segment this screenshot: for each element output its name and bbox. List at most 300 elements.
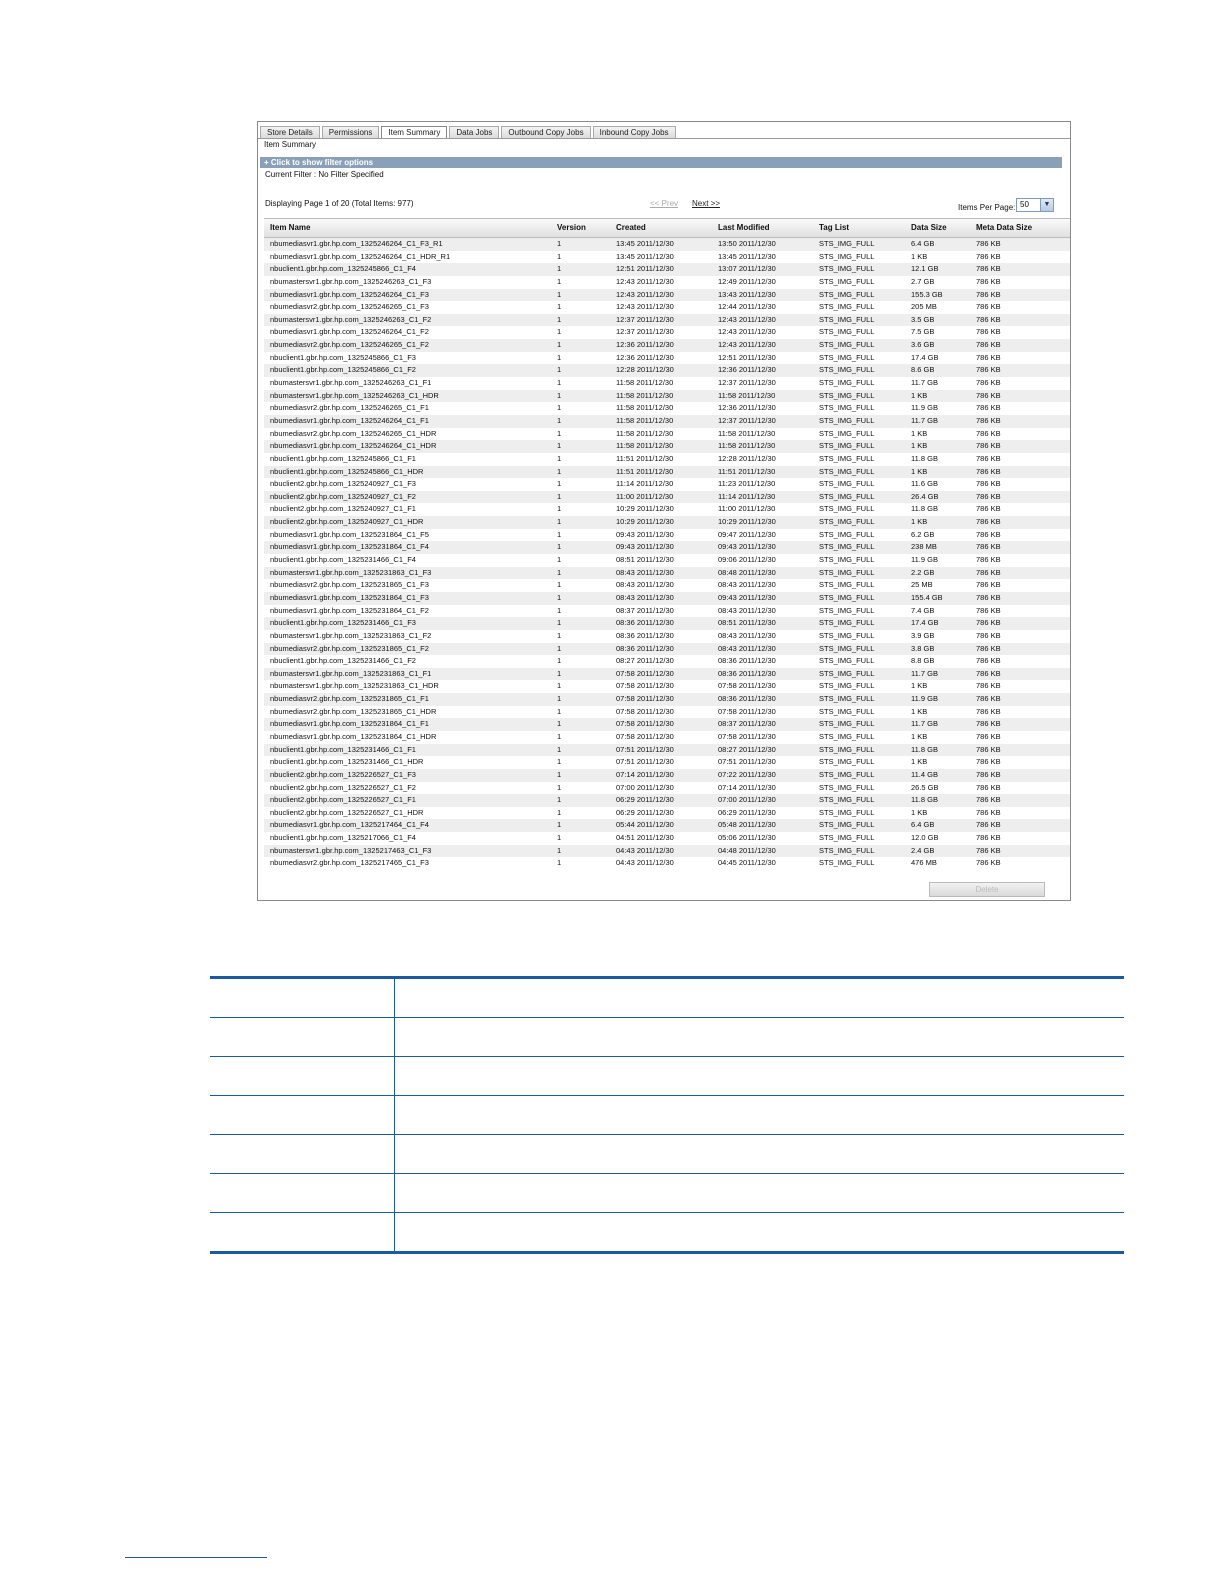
table-cell: 786 KB <box>976 630 1001 640</box>
table-cell: 1 <box>557 314 562 324</box>
chevron-down-icon[interactable]: ▼ <box>1040 199 1053 211</box>
table-row[interactable] <box>264 491 1070 504</box>
table-row <box>210 978 1124 1018</box>
table-cell: 1 <box>557 731 562 741</box>
table-row <box>210 1213 1124 1253</box>
table-cell: 12:36 2011/12/30 <box>616 352 674 362</box>
table-cell: 786 KB <box>976 390 1001 400</box>
delete-button[interactable]: Delete <box>929 882 1045 897</box>
table-cell: 1 <box>557 289 562 299</box>
table-cell: 11.8 GB <box>911 504 938 514</box>
table-cell: 11.7 GB <box>911 378 938 388</box>
table-row[interactable] <box>264 668 1070 681</box>
table-cell: 1 <box>557 276 562 286</box>
table-row[interactable] <box>264 402 1070 415</box>
table-row[interactable] <box>264 415 1070 428</box>
table-cell: 12:37 2011/12/30 <box>616 314 674 324</box>
table-cell: 1 <box>557 352 562 362</box>
table-cell: 05:48 2011/12/30 <box>718 820 776 830</box>
table-cell: nbumediasvr1.gbr.hp.com_1325246264_C1_HDR <box>270 441 437 451</box>
table-cell: 08:27 2011/12/30 <box>718 744 776 754</box>
table-cell: 13:07 2011/12/30 <box>718 264 776 274</box>
table-cell: 12:43 2011/12/30 <box>718 340 776 350</box>
table-cell: 3.9 GB <box>911 630 935 640</box>
table-cell: 08:36 2011/12/30 <box>718 668 776 678</box>
tab-data-jobs[interactable]: Data Jobs <box>449 126 499 138</box>
table-row[interactable] <box>264 289 1070 302</box>
table-cell: STS_IMG_FULL <box>819 491 875 501</box>
table-cell: nbumediasvr2.gbr.hp.com_1325231865_C1_F2 <box>270 643 429 653</box>
table-cell: 11:58 2011/12/30 <box>616 378 674 388</box>
table-cell: 08:43 2011/12/30 <box>718 630 776 640</box>
table-cell: 11:51 2011/12/30 <box>616 466 674 476</box>
table-row[interactable] <box>264 605 1070 618</box>
table-cell: nbumastersvr1.gbr.hp.com_1325246263_C1_F3 <box>270 276 432 286</box>
column-header[interactable]: Created <box>616 223 646 232</box>
table-cell: STS_IMG_FULL <box>819 441 875 451</box>
table-cell: 08:36 2011/12/30 <box>616 630 674 640</box>
table-cell: 1 <box>557 605 562 615</box>
table-cell: 11.8 GB <box>911 453 938 463</box>
table-cell: 11:58 2011/12/30 <box>616 415 674 425</box>
table-cell: 1 <box>557 656 562 666</box>
table-row[interactable] <box>264 617 1070 630</box>
table-row[interactable] <box>264 541 1070 554</box>
table-cell: 786 KB <box>976 428 1001 438</box>
table-cell: 11:58 2011/12/30 <box>616 403 674 413</box>
table-cell: 1 <box>557 504 562 514</box>
table-cell: nbuclient2.gbr.hp.com_1325226527_C1_F2 <box>270 782 416 792</box>
tab-item-summary[interactable]: Item Summary <box>381 126 447 138</box>
table-cell: nbumediasvr2.gbr.hp.com_1325246265_C1_HDR <box>270 428 437 438</box>
table-cell: 1 <box>557 782 562 792</box>
table-cell: 08:43 2011/12/30 <box>718 643 776 653</box>
table-cell: nbumediasvr1.gbr.hp.com_1325246264_C1_F3 <box>270 289 429 299</box>
table-cell: 10:29 2011/12/30 <box>718 517 776 527</box>
table-cell: 3.5 GB <box>911 314 935 324</box>
table-cell: 3.6 GB <box>911 340 935 350</box>
table-row[interactable] <box>264 819 1070 832</box>
table-cell: 786 KB <box>976 251 1001 261</box>
table-cell: 04:43 2011/12/30 <box>616 845 674 855</box>
table-cell: 12:37 2011/12/30 <box>718 378 776 388</box>
table-cell: nbumediasvr1.gbr.hp.com_1325231864_C1_F5 <box>270 529 429 539</box>
table-cell: 1 KB <box>911 390 928 400</box>
table-cell: STS_IMG_FULL <box>819 302 875 312</box>
table-cell: 08:37 2011/12/30 <box>616 605 674 615</box>
table-row <box>210 1174 1124 1213</box>
table-cell: 786 KB <box>976 706 1001 716</box>
table-cell: 11:58 2011/12/30 <box>718 441 776 451</box>
table-cell: 1 <box>557 769 562 779</box>
table-row[interactable] <box>264 680 1070 693</box>
table-cell: nbuclient2.gbr.hp.com_1325240927_C1_HDR <box>270 517 424 527</box>
table-cell: 1 <box>557 517 562 527</box>
store-item-summary-screenshot <box>257 121 1071 901</box>
table-cell: 07:00 2011/12/30 <box>616 782 674 792</box>
table-cell: STS_IMG_FULL <box>819 820 875 830</box>
section-title: Item Summary <box>264 140 317 149</box>
table-cell: 786 KB <box>976 340 1001 350</box>
table-cell: 238 MB <box>911 542 937 552</box>
table-row[interactable] <box>264 554 1070 567</box>
table-cell: nbuclient1.gbr.hp.com_1325245866_C1_F3 <box>270 352 416 362</box>
table-cell: 10:29 2011/12/30 <box>616 504 674 514</box>
table-cell: nbuclient2.gbr.hp.com_1325240927_C1_F1 <box>270 504 416 514</box>
table-cell: 11.9 GB <box>911 694 938 704</box>
table-cell: 12:37 2011/12/30 <box>616 327 674 337</box>
table-cell: STS_IMG_FULL <box>819 694 875 704</box>
table-row[interactable] <box>264 782 1070 795</box>
table-cell: 11.9 GB <box>911 555 938 565</box>
table-cell: 786 KB <box>976 479 1001 489</box>
table-cell: 1 <box>557 807 562 817</box>
table-row[interactable] <box>264 693 1070 706</box>
table-cell: 1 KB <box>911 731 928 741</box>
table-row[interactable] <box>264 845 1070 858</box>
table-cell: 786 KB <box>976 504 1001 514</box>
prev-page-link[interactable]: << Prev <box>650 199 679 208</box>
table-row[interactable] <box>264 807 1070 820</box>
table-cell: STS_IMG_FULL <box>819 681 875 691</box>
table-row[interactable] <box>264 567 1070 580</box>
table-cell: 10:29 2011/12/30 <box>616 517 674 527</box>
table-row[interactable] <box>264 326 1070 339</box>
table-cell: 786 KB <box>976 542 1001 552</box>
table-cell: 12:51 2011/12/30 <box>616 264 674 274</box>
table-row[interactable] <box>264 276 1070 289</box>
table-cell: STS_IMG_FULL <box>819 643 875 653</box>
column-header[interactable]: Item Name <box>270 223 311 232</box>
table-cell: STS_IMG_FULL <box>819 769 875 779</box>
table-cell: 786 KB <box>976 668 1001 678</box>
table-cell: 08:36 2011/12/30 <box>616 618 674 628</box>
table-row[interactable] <box>264 478 1070 491</box>
table-cell: 1 <box>557 251 562 261</box>
table-row[interactable] <box>264 630 1070 643</box>
table-cell: 08:51 2011/12/30 <box>616 555 674 565</box>
table-cell: 09:06 2011/12/30 <box>718 555 776 565</box>
table-cell: nbumediasvr1.gbr.hp.com_1325231864_C1_F3 <box>270 592 429 602</box>
items-table <box>264 218 1070 870</box>
table-cell: nbuclient2.gbr.hp.com_1325226527_C1_F3 <box>270 769 416 779</box>
table-cell: 786 KB <box>976 605 1001 615</box>
table-cell: STS_IMG_FULL <box>819 327 875 337</box>
table-cell: STS_IMG_FULL <box>819 289 875 299</box>
table-cell: 3.8 GB <box>911 643 935 653</box>
table-cell: 04:43 2011/12/30 <box>616 858 674 868</box>
table-row[interactable] <box>264 238 1070 251</box>
table-cell: 11.9 GB <box>911 403 938 413</box>
table-cell: 12.1 GB <box>911 264 939 274</box>
table-cell: 12:28 2011/12/30 <box>616 365 674 375</box>
table-cell: 12:37 2011/12/30 <box>718 415 776 425</box>
table-cell: STS_IMG_FULL <box>819 542 875 552</box>
table-cell: 1 <box>557 795 562 805</box>
table-row[interactable] <box>264 857 1070 870</box>
table-cell: 07:58 2011/12/30 <box>616 694 674 704</box>
table-row[interactable] <box>264 769 1070 782</box>
table-cell: 12:43 2011/12/30 <box>616 302 674 312</box>
table-cell: 786 KB <box>976 466 1001 476</box>
table-cell: nbumastersvr1.gbr.hp.com_1325246263_C1_HDR <box>270 390 439 400</box>
table-cell: 786 KB <box>976 302 1001 312</box>
table-cell: nbuclient1.gbr.hp.com_1325245866_C1_HDR <box>270 466 424 476</box>
table-cell: 786 KB <box>976 567 1001 577</box>
table-cell: 12:36 2011/12/30 <box>718 365 776 375</box>
table-cell: 786 KB <box>976 694 1001 704</box>
table-cell: nbuclient1.gbr.hp.com_1325231466_C1_F4 <box>270 555 416 565</box>
table-cell: 11:14 2011/12/30 <box>616 479 674 489</box>
table-cell: 11.7 GB <box>911 719 938 729</box>
table-cell: STS_IMG_FULL <box>819 403 875 413</box>
table-cell: 786 KB <box>976 731 1001 741</box>
table-cell: 11:58 2011/12/30 <box>616 428 674 438</box>
filter-toggle-bar[interactable]: + Click to show filter options <box>260 157 1062 168</box>
table-cell: 09:47 2011/12/30 <box>718 529 776 539</box>
table-cell: 08:43 2011/12/30 <box>718 605 776 615</box>
table-row[interactable] <box>264 390 1070 403</box>
items-per-page-select[interactable] <box>1016 198 1054 212</box>
table-row[interactable] <box>264 592 1070 605</box>
column-header[interactable]: Tag List <box>819 223 850 232</box>
table-row[interactable] <box>264 706 1070 719</box>
table-cell: nbuclient1.gbr.hp.com_1325245866_C1_F2 <box>270 365 416 375</box>
table-cell: 11.7 GB <box>911 415 938 425</box>
table-cell: 07:58 2011/12/30 <box>718 731 776 741</box>
table-row[interactable] <box>264 428 1070 441</box>
table-cell: 786 KB <box>976 264 1001 274</box>
table-cell: 1 KB <box>911 466 928 476</box>
table-cell: 786 KB <box>976 378 1001 388</box>
table-cell: STS_IMG_FULL <box>819 744 875 754</box>
table-cell: 205 MB <box>911 302 937 312</box>
table-cell: 1 <box>557 592 562 602</box>
table-cell: 786 KB <box>976 415 1001 425</box>
table-cell: 08:43 2011/12/30 <box>616 592 674 602</box>
table-cell: 11.6 GB <box>911 479 938 489</box>
table-cell: 07:14 2011/12/30 <box>718 782 776 792</box>
table-cell: 12:44 2011/12/30 <box>718 302 776 312</box>
table-cell: 07:00 2011/12/30 <box>718 795 776 805</box>
column-header[interactable]: Meta Data Size <box>976 223 1033 232</box>
tab-inbound-copy-jobs[interactable]: Inbound Copy Jobs <box>593 126 676 138</box>
table-row[interactable] <box>264 718 1070 731</box>
table-cell: 05:06 2011/12/30 <box>718 833 776 843</box>
table-cell: 786 KB <box>976 453 1001 463</box>
table-cell: 786 KB <box>976 643 1001 653</box>
column-header[interactable]: Last Modified <box>718 223 770 232</box>
table-cell: nbumediasvr1.gbr.hp.com_1325231864_C1_F1 <box>270 719 429 729</box>
table-cell: STS_IMG_FULL <box>819 428 875 438</box>
table-cell: nbuclient1.gbr.hp.com_1325217066_C1_F4 <box>270 833 416 843</box>
table-cell: nbumediasvr2.gbr.hp.com_1325246265_C1_F1 <box>270 403 429 413</box>
table-row[interactable] <box>264 655 1070 668</box>
table-cell: 6.4 GB <box>911 820 935 830</box>
table-row[interactable] <box>264 731 1070 744</box>
table-cell: 1 <box>557 845 562 855</box>
table-cell: STS_IMG_FULL <box>819 845 875 855</box>
table-row <box>210 1135 1124 1174</box>
column-header[interactable]: Version <box>557 223 586 232</box>
table-row[interactable] <box>264 832 1070 845</box>
table-cell: 11:58 2011/12/30 <box>616 441 674 451</box>
table-cell: 786 KB <box>976 352 1001 362</box>
table-cell: 07:51 2011/12/30 <box>616 744 674 754</box>
table-cell: STS_IMG_FULL <box>819 757 875 767</box>
table-cell: 786 KB <box>976 491 1001 501</box>
table-cell: STS_IMG_FULL <box>819 618 875 628</box>
table-cell: 786 KB <box>976 858 1001 868</box>
table-cell: 09:43 2011/12/30 <box>616 542 674 552</box>
table-cell: 6.4 GB <box>911 239 935 248</box>
table-row[interactable] <box>264 579 1070 592</box>
next-page-link[interactable]: Next >> <box>692 199 721 208</box>
table-cell: STS_IMG_FULL <box>819 833 875 843</box>
table-cell: 1 <box>557 618 562 628</box>
table-row[interactable] <box>264 314 1070 327</box>
table-cell: 1 <box>557 567 562 577</box>
table-cell: 07:58 2011/12/30 <box>718 681 776 691</box>
table-cell: 12:36 2011/12/30 <box>718 403 776 413</box>
table-cell: 786 KB <box>976 403 1001 413</box>
table-row[interactable] <box>264 453 1070 466</box>
table-row[interactable] <box>264 744 1070 757</box>
table-cell: STS_IMG_FULL <box>819 529 875 539</box>
table-cell: 06:29 2011/12/30 <box>616 795 674 805</box>
table-cell: 11:51 2011/12/30 <box>718 466 776 476</box>
table-cell: STS_IMG_FULL <box>819 668 875 678</box>
tab-outbound-copy-jobs[interactable]: Outbound Copy Jobs <box>501 126 590 138</box>
table-row[interactable] <box>264 516 1070 529</box>
table-cell: 1 <box>557 365 562 375</box>
table-cell: STS_IMG_FULL <box>819 264 875 274</box>
table-cell: 17.4 GB <box>911 352 939 362</box>
table-cell: 04:51 2011/12/30 <box>616 833 674 843</box>
table-row[interactable] <box>264 529 1070 542</box>
table-cell: 07:58 2011/12/30 <box>616 668 674 678</box>
table-cell: 1 <box>557 694 562 704</box>
table-cell: 1 KB <box>911 441 928 451</box>
table-cell: 1 <box>557 264 562 274</box>
table-cell: 1 <box>557 403 562 413</box>
table-cell: 09:43 2011/12/30 <box>718 592 776 602</box>
table-cell: 1 <box>557 529 562 539</box>
table-cell: STS_IMG_FULL <box>819 517 875 527</box>
table-cell: 11.4 GB <box>911 769 938 779</box>
table-cell: nbuclient2.gbr.hp.com_1325240927_C1_F3 <box>270 479 416 489</box>
table-row[interactable] <box>264 440 1070 453</box>
table-row[interactable] <box>264 503 1070 516</box>
table-cell: 476 MB <box>911 858 937 868</box>
table-cell: 04:45 2011/12/30 <box>718 858 776 868</box>
table-body <box>264 238 1070 870</box>
table-cell: nbuclient2.gbr.hp.com_1325240927_C1_F2 <box>270 491 416 501</box>
table-cell: 1 <box>557 555 562 565</box>
table-cell: 1 <box>557 668 562 678</box>
table-cell: STS_IMG_FULL <box>819 555 875 565</box>
table-cell: 1 KB <box>911 517 928 527</box>
table-cell: 04:48 2011/12/30 <box>718 845 776 855</box>
table-cell: STS_IMG_FULL <box>819 504 875 514</box>
table-cell: 786 KB <box>976 618 1001 628</box>
table-cell: nbuclient2.gbr.hp.com_1325226527_C1_F1 <box>270 795 416 805</box>
table-cell: 1 <box>557 340 562 350</box>
table-cell: 1 <box>557 378 562 388</box>
table-cell: nbumediasvr2.gbr.hp.com_1325217465_C1_F3 <box>270 858 429 868</box>
table-row[interactable] <box>264 352 1070 365</box>
table-cell: 11:14 2011/12/30 <box>718 491 776 501</box>
table-cell: 155.3 GB <box>911 289 943 299</box>
table-cell: 11.8 GB <box>911 795 938 805</box>
table-cell: STS_IMG_FULL <box>819 415 875 425</box>
tab-store-details[interactable]: Store Details <box>260 126 320 138</box>
table-cell: nbuclient2.gbr.hp.com_1325226527_C1_HDR <box>270 807 424 817</box>
table-cell: 11:00 2011/12/30 <box>718 504 776 514</box>
table-cell: 1 <box>557 239 562 248</box>
table-cell: nbuclient1.gbr.hp.com_1325231466_C1_HDR <box>270 757 424 767</box>
table-cell: 1 KB <box>911 251 928 261</box>
table-row[interactable] <box>264 339 1070 352</box>
tab-bar <box>260 126 678 138</box>
table-row[interactable] <box>264 466 1070 479</box>
table-row[interactable] <box>264 377 1070 390</box>
table-cell: STS_IMG_FULL <box>819 580 875 590</box>
table-header <box>264 218 1070 238</box>
table-cell: 07:51 2011/12/30 <box>718 757 776 767</box>
table-row[interactable] <box>264 794 1070 807</box>
table-cell: nbumediasvr1.gbr.hp.com_1325246264_C1_F3_R1 <box>270 239 443 248</box>
table-cell: 786 KB <box>976 769 1001 779</box>
table-cell: nbumastersvr1.gbr.hp.com_1325231863_C1_HDR <box>270 681 439 691</box>
table-cell: 786 KB <box>976 441 1001 451</box>
table-row[interactable] <box>264 643 1070 656</box>
table-cell: 2.4 GB <box>911 845 935 855</box>
table-cell: 08:27 2011/12/30 <box>616 656 674 666</box>
table-cell: 07:58 2011/12/30 <box>616 681 674 691</box>
table-row[interactable] <box>264 301 1070 314</box>
table-cell: 08:36 2011/12/30 <box>718 694 776 704</box>
table-cell: 06:29 2011/12/30 <box>718 807 776 817</box>
table-cell: 786 KB <box>976 276 1001 286</box>
table-row[interactable] <box>264 251 1070 264</box>
table-cell: nbuclient1.gbr.hp.com_1325245866_C1_F1 <box>270 453 416 463</box>
table-cell: 1 KB <box>911 681 928 691</box>
table-cell: 786 KB <box>976 314 1001 324</box>
table-cell: STS_IMG_FULL <box>819 378 875 388</box>
table-cell: 8.6 GB <box>911 365 935 375</box>
table-cell: nbumastersvr1.gbr.hp.com_1325231863_C1_F2 <box>270 630 432 640</box>
table-row[interactable] <box>264 756 1070 769</box>
table-cell: STS_IMG_FULL <box>819 782 875 792</box>
table-row[interactable] <box>264 364 1070 377</box>
description-table <box>210 976 1124 1254</box>
table-cell: 07:22 2011/12/30 <box>718 769 776 779</box>
table-cell: 09:43 2011/12/30 <box>616 529 674 539</box>
table-cell: nbuclient1.gbr.hp.com_1325231466_C1_F2 <box>270 656 416 666</box>
table-row[interactable] <box>264 263 1070 276</box>
table-cell: 1 <box>557 580 562 590</box>
tab-permissions[interactable]: Permissions <box>322 126 380 138</box>
paging-status: Displaying Page 1 of 20 (Total Items: 977) <box>265 199 414 208</box>
table-cell: 1 <box>557 390 562 400</box>
table-cell: 07:58 2011/12/30 <box>616 706 674 716</box>
table-cell: 786 KB <box>976 529 1001 539</box>
column-header[interactable]: Data Size <box>911 223 947 232</box>
table-cell: nbumediasvr2.gbr.hp.com_1325231865_C1_F1 <box>270 694 429 704</box>
table-cell: STS_IMG_FULL <box>819 592 875 602</box>
table-cell: nbuclient1.gbr.hp.com_1325231466_C1_F1 <box>270 744 416 754</box>
